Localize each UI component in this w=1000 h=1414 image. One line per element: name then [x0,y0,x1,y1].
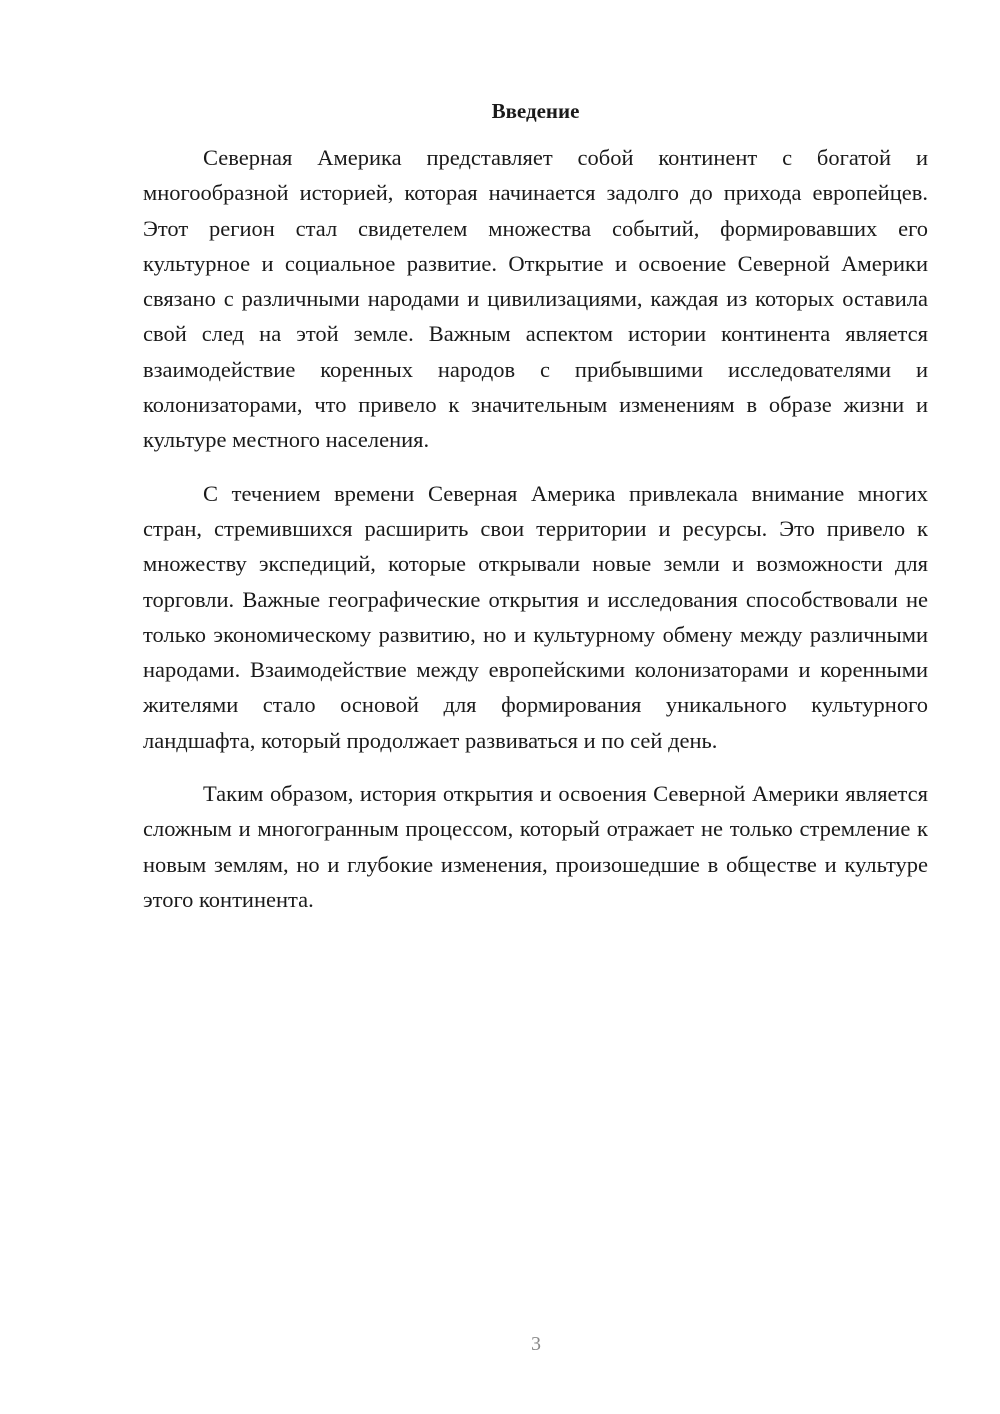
paragraph-1: Северная Америка представляет собой континент с богатой и многообразной историей, которая начинается задолго до прихода европейцев. Этот регион стал свидетелем множества событий, формировавших его культурное и социальное развитие. Открытие и освоение Северной Америки связано с различными народами и цивилизациями, каждая из которых оставила свой след на этой земле. Важным аспектом истории континента является взаимодействие коренных народов с прибывшими исследователями и колонизаторами, что привело к значительным изменениям в образе жизни и культуре местного населения. [143,145,928,453]
paragraph-3: Таким образом, история открытия и освоения Северной Америки является сложным и многогранным процессом, который отражает не только стремление к новым землям, но и глубокие изменения, произошедшие в обществе и культуре этого континента. [143,781,928,912]
page-number: 3 [531,1333,541,1355]
document-body [143,96,928,917]
paragraph-2: С течением времени Северная Америка привлекала внимание многих стран, стремившихся расширить свои территории и ресурсы. Это привело к множеству экспедиций, которые открывали новые земли и возможности для торговли. Важные географические открытия и исследования способствовали не только экономическому развитию, но и культурному обмену между различными народами. Взаимодействие между европейскими колонизаторами и коренными жителями стало основой для формирования уникального культурного ландшафта, который продолжает развиваться и по сей день. [143,480,928,753]
section-title: Введение [491,99,580,123]
